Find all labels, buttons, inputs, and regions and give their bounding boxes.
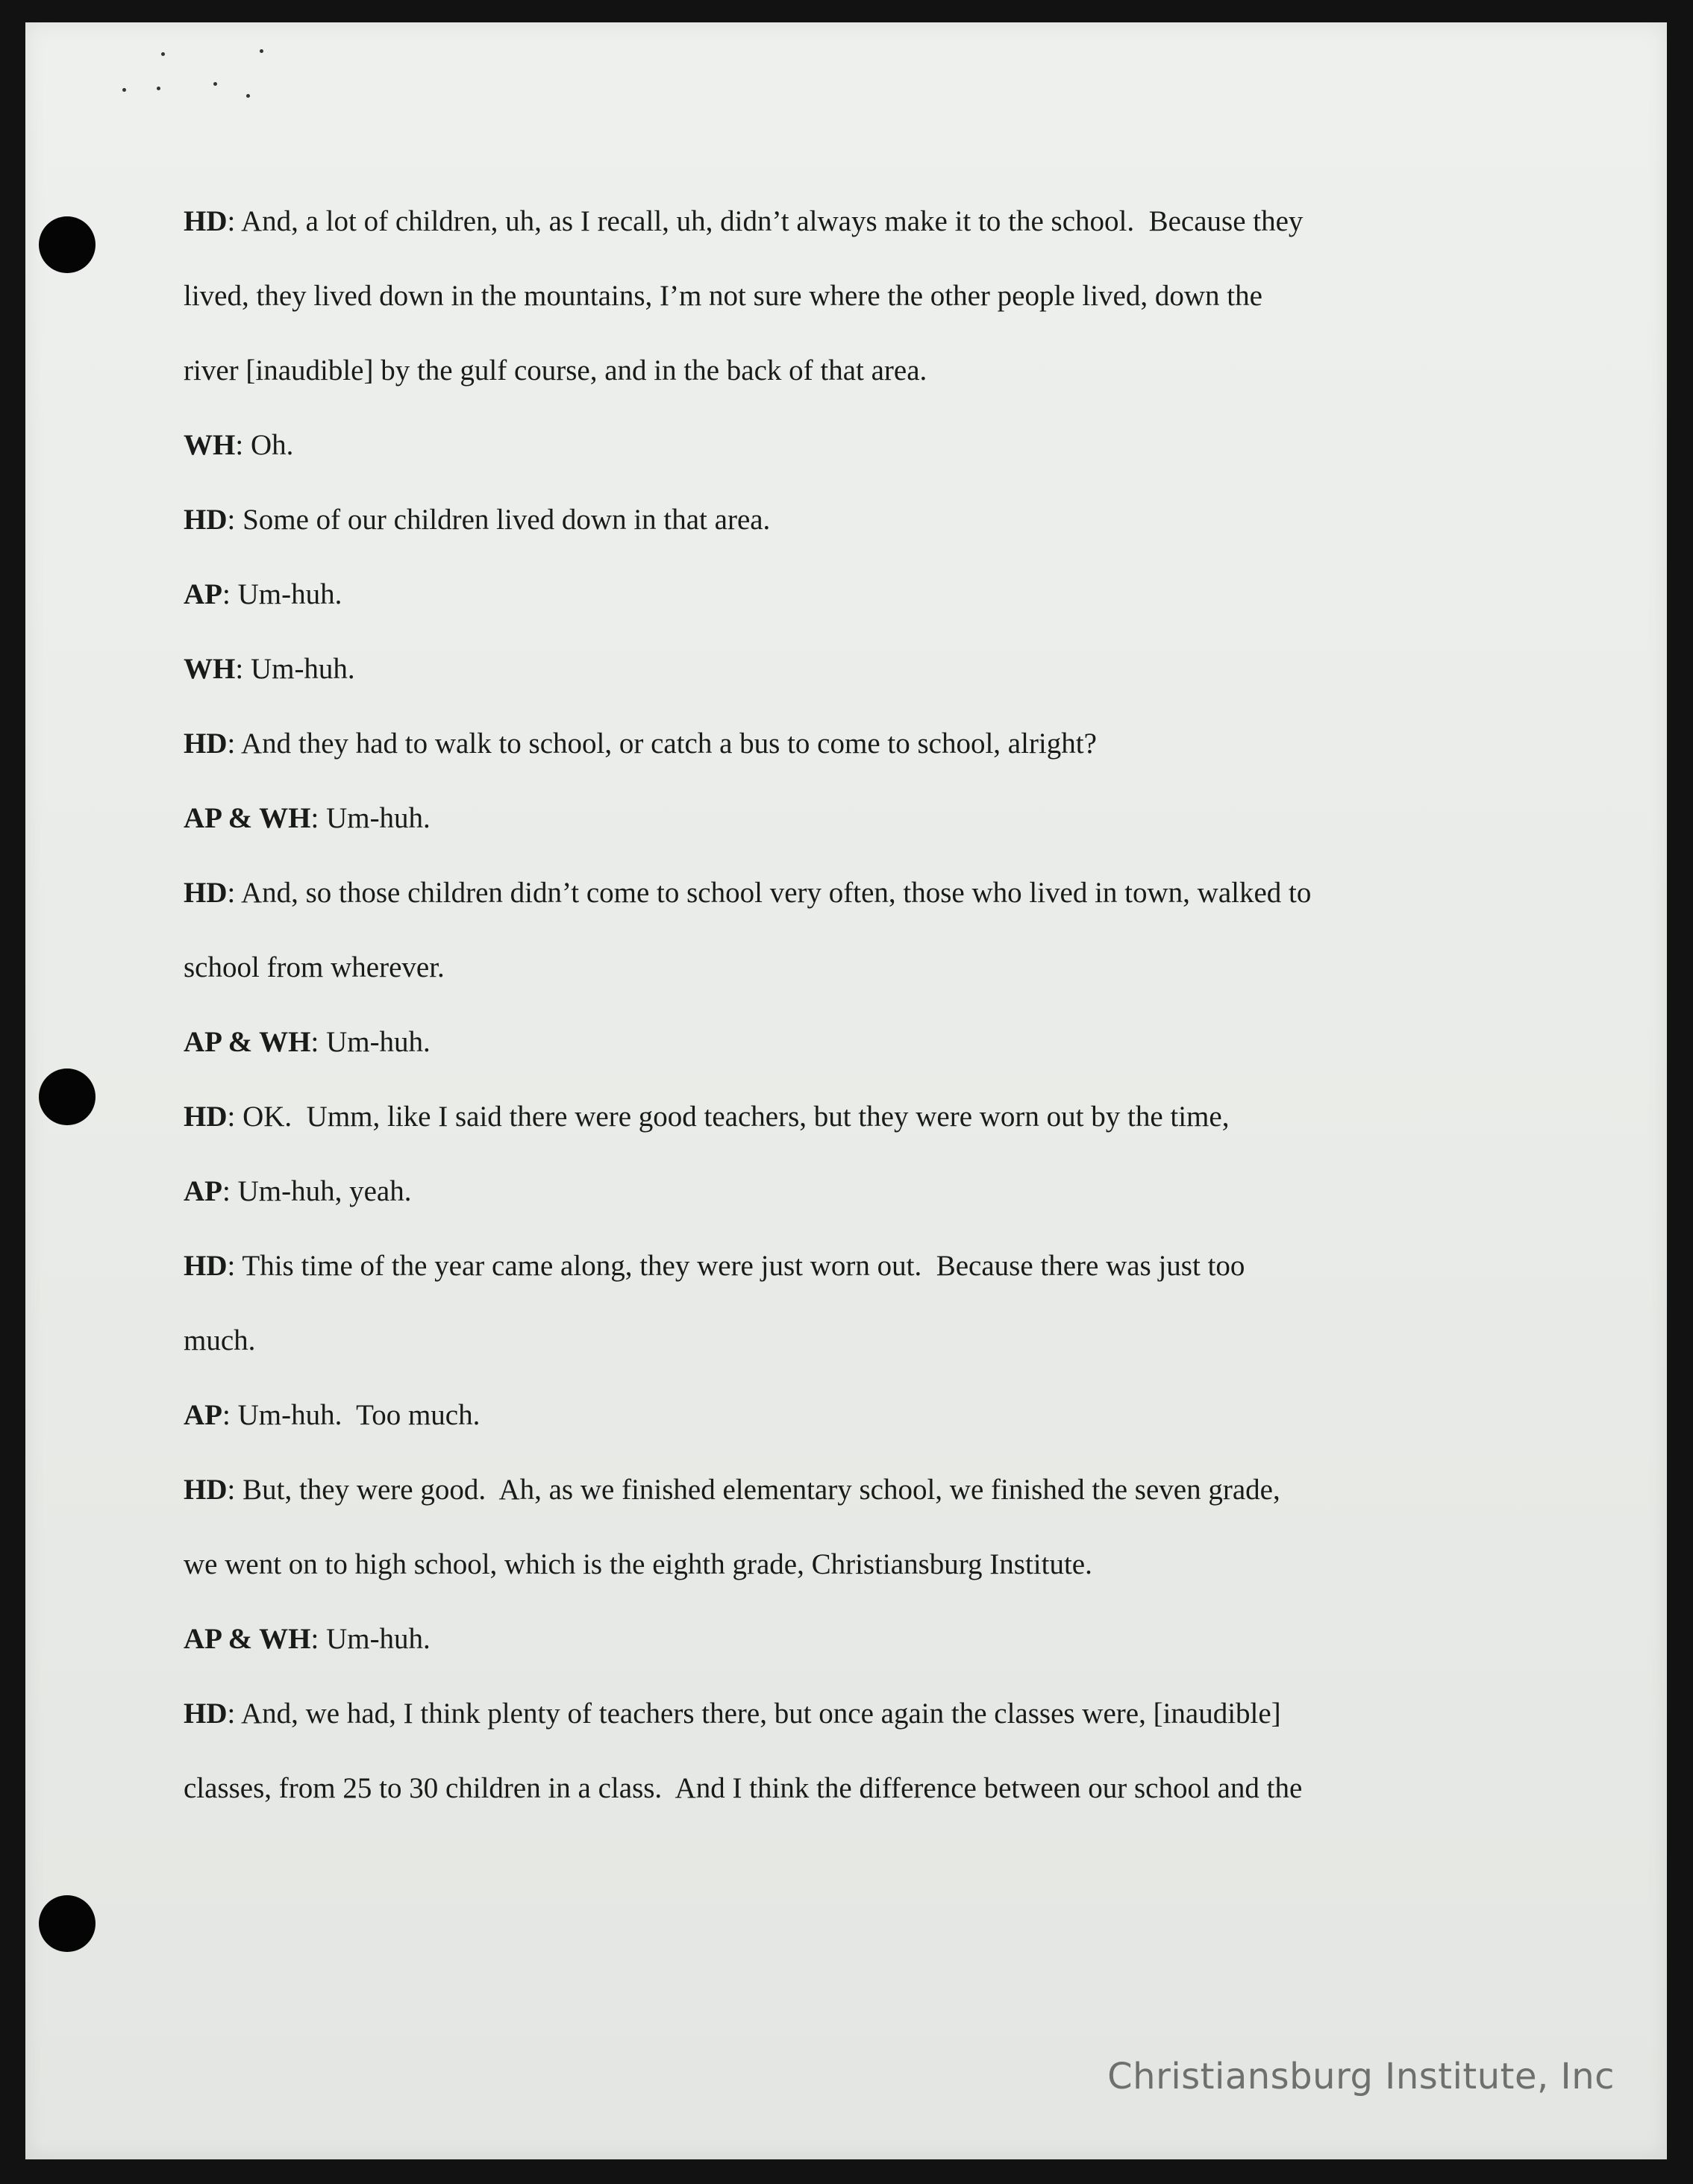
utterance-text: lived, they lived down in the mountains, I’m not sure where the other people lived, down the: [184, 280, 1262, 312]
transcript-line: [184, 1322, 1504, 1397]
speaker-label: AP: [184, 1399, 222, 1431]
transcript-line: HD: And, so those children didn’t come to school very often, those who lived in town, walked to: [184, 877, 1312, 909]
speck-mark: [260, 49, 263, 53]
speck-mark: [246, 94, 250, 98]
utterance-text: we went on to high school, which is the eighth grade, Christiansburg Institute.: [184, 1548, 1092, 1580]
utterance-text: And they had to walk to school, or catch a bus to come to school, alright?: [240, 728, 1097, 760]
transcript-line: WH: Um-huh.: [184, 653, 355, 685]
watermark: Christiansburg Institute, Inc: [1107, 2056, 1615, 2097]
utterance-text: Um-huh.: [250, 653, 355, 685]
utterance-text: But, they were good. Ah, as we finished elementary school, we finished the seven grade,: [242, 1474, 1280, 1506]
speck-mark: [161, 52, 165, 56]
utterance-text: classes, from 25 to 30 children in a class. And I think the difference between our school and the: [184, 1772, 1303, 1804]
speck-mark: [213, 82, 217, 86]
utterance-text: Oh.: [250, 429, 294, 461]
punch-hole-middle: [39, 1068, 96, 1125]
speaker-label: HD: [184, 877, 228, 909]
speaker-label: AP & WH: [184, 802, 311, 834]
speaker-label: WH: [184, 653, 236, 685]
transcript-line: AP: Um-huh.: [184, 578, 342, 610]
transcript-line: HD: This time of the year came along, they were just worn out. Because there was just too: [184, 1250, 1245, 1282]
utterance-text: school from wherever.: [184, 951, 445, 983]
transcript-line: HD: OK. Umm, like I said there were good teachers, but they were worn out by the time,: [184, 1101, 1230, 1133]
speck-mark: [122, 88, 126, 92]
speaker-label: AP & WH: [184, 1026, 311, 1058]
utterance-text: And, a lot of children, uh, as I recall, uh, didn’t always make it to the school. Because they: [240, 205, 1304, 237]
transcript-line: AP & WH: Um-huh.: [184, 1623, 431, 1655]
transcript-line: [184, 1770, 1504, 1844]
punch-hole-top: [39, 216, 96, 273]
speaker-label: AP: [184, 578, 222, 610]
transcript-line: AP & WH: Um-huh.: [184, 802, 431, 834]
speaker-label: HD: [184, 1101, 228, 1133]
speaker-label: HD: [184, 504, 228, 536]
transcript-line: [184, 949, 1504, 1024]
utterance-text: And, we had, I think plenty of teachers there, but once again the classes were, [inaudible]: [240, 1698, 1281, 1730]
speaker-label: WH: [184, 429, 236, 461]
transcript-line: AP: Um-huh, yeah.: [184, 1175, 412, 1207]
transcript-line: AP: Um-huh. Too much.: [184, 1399, 481, 1431]
utterance-text: Um-huh, yeah.: [237, 1175, 412, 1207]
transcript-line: HD: But, they were good. Ah, as we finished elementary school, we finished the seven grade,: [184, 1474, 1280, 1506]
speaker-label: HD: [184, 1474, 228, 1506]
transcript-line: HD: And, a lot of children, uh, as I recall, uh, didn’t always make it to the school. Because they: [184, 205, 1304, 237]
utterance-text: This time of the year came along, they were just worn out. Because there was just too: [242, 1250, 1245, 1282]
speaker-label: AP: [184, 1175, 222, 1207]
utterance-text: much.: [184, 1324, 256, 1357]
transcript-line: [184, 278, 1504, 352]
transcript-line: [184, 1546, 1504, 1621]
utterance-text: Um-huh.: [326, 1026, 431, 1058]
punch-hole-bottom: [39, 1895, 96, 1952]
utterance-text: Um-huh. Too much.: [237, 1399, 481, 1431]
transcript-body: [184, 203, 1504, 1844]
transcript-line: HD: And they had to walk to school, or catch a bus to come to school, alright?: [184, 728, 1097, 760]
utterance-text: Um-huh.: [326, 1623, 431, 1655]
utterance-text: Um-huh.: [326, 802, 431, 834]
transcript-line: AP & WH: Um-huh.: [184, 1026, 431, 1058]
speaker-label: HD: [184, 1698, 228, 1730]
utterance-text: OK. Umm, like I said there were good teachers, but they were worn out by the time,: [242, 1101, 1230, 1133]
transcript-line: [184, 352, 1504, 427]
utterance-text: river [inaudible] by the gulf course, and in the back of that area.: [184, 354, 927, 387]
utterance-text: Some of our children lived down in that area.: [242, 504, 771, 536]
utterance-text: And, so those children didn’t come to school very often, those who lived in town, walked to: [240, 877, 1312, 909]
utterance-text: Um-huh.: [237, 578, 342, 610]
transcript-line: WH: Oh.: [184, 429, 294, 461]
transcript-line: HD: Some of our children lived down in that area.: [184, 504, 771, 536]
speck-mark: [157, 87, 160, 90]
transcript-line: HD: And, we had, I think plenty of teachers there, but once again the classes were, [inaudible]: [184, 1698, 1281, 1730]
speaker-label: HD: [184, 1250, 228, 1282]
speaker-label: HD: [184, 728, 228, 760]
speaker-label: HD: [184, 205, 228, 237]
speaker-label: AP & WH: [184, 1623, 311, 1655]
